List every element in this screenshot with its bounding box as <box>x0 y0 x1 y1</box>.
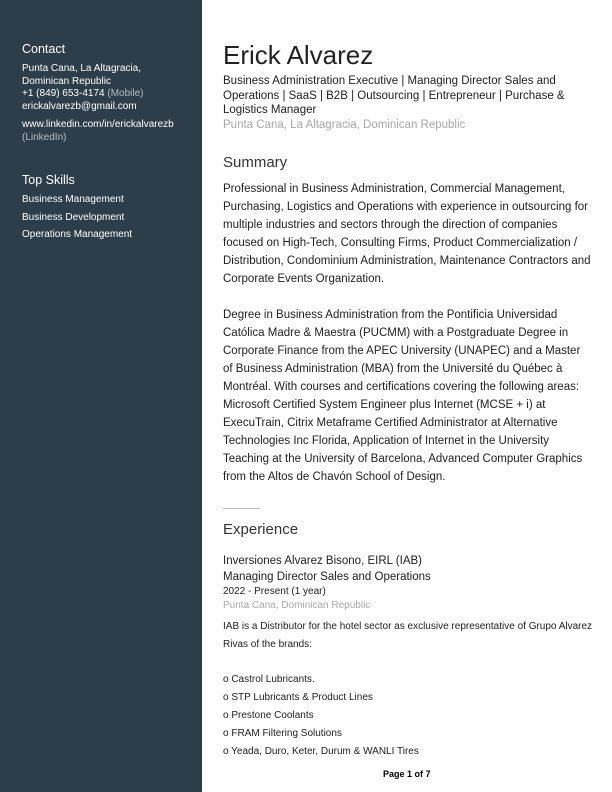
skill-item: Business Management <box>22 194 124 205</box>
contact-heading: Contact <box>22 42 66 56</box>
address-line-1: Punta Cana, La Altagracia, <box>22 63 141 74</box>
experience-description <box>223 618 593 761</box>
profile-headline: Business Administration Executive | Managing Director Sales and Operations | SaaS | B2B | Outsourcing | Entrepreneur | Purchase & Logistics Manager <box>223 75 565 116</box>
skill-item: Business Development <box>22 211 125 223</box>
spacer <box>223 654 593 671</box>
experience-location: Punta Cana, Dominican Republic <box>223 600 371 611</box>
profile-location: Punta Cana, La Altagracia, Dominican Republic <box>223 119 466 131</box>
brand-list-item: o Castrol Lubricants. <box>223 674 315 685</box>
profile-name: Erick Alvarez <box>223 40 374 70</box>
summary-paragraph: Professional in Business Administration, Commercial Management, Purchasing, Logistics and Operations with experience in outsourcing for multiple industries and sectors through the direction of companies focused on High-Tech, Consulting Firms, Product Commercialization / Distribution, Condominium Administration, Maintenance Contractors and Corporate Events Organization. <box>223 183 591 285</box>
phone-row <box>22 88 196 101</box>
address-line-2: Dominican Republic <box>22 75 111 87</box>
skill-item: Operations Management <box>22 229 133 240</box>
phone-label: (Mobile) <box>107 88 144 99</box>
email-link[interactable]: erickalvarezb@gmail.com <box>22 100 137 112</box>
summary-text <box>223 180 593 486</box>
skills-section <box>22 173 196 244</box>
brand-list-item: o Yeada, Duro, Keter, Durum & WANLI Tires <box>223 746 419 757</box>
summary-heading: Summary <box>223 154 288 171</box>
experience-heading: Experience <box>223 521 299 538</box>
skills-heading: Top Skills <box>22 173 75 187</box>
summary-paragraph: Degree in Business Administration from the Pontificia Universidad Católica Madre & Maestra (PUCMM) with a Postgraduate Degree in Corporate Finance from the APEC University (UNAPEC) and a Master of Business Administration (MBA) from the Université du Québec à Montréal. With courses and certifications covering the following areas: Microsoft Certified System Engineer plus Internet (MCSE + i) at ExecuTrain, Citrix Metaframe Certified Administrator at Alternative Technologies Inc Florida, Application of Internet in the University Teaching at the University of Barcelona, Advanced Computer Graphics from the Altos de Chavón School of Design. <box>223 309 583 483</box>
linkedin-label: (LinkedIn) <box>22 131 67 143</box>
experience-dates: 2022 - Present (1 year) <box>223 586 326 597</box>
experience-entry <box>223 553 593 761</box>
contact-section <box>22 42 196 144</box>
experience-description-text: IAB is a Distributor for the hotel sector as exclusive representative of Grupo Alvarez Rivas of the brands: <box>223 621 593 650</box>
page-number: Page 1 of 7 <box>383 769 431 779</box>
brand-list-item: o Prestone Coolants <box>223 710 314 721</box>
linkedin-link[interactable]: www.linkedin.com/in/erickalvarezb <box>22 119 174 130</box>
experience-company: Inversiones Alvarez Bisono, EIRL (IAB) <box>223 555 422 567</box>
section-divider <box>223 508 260 509</box>
phone-number: +1 (849) 653-4174 <box>22 88 105 99</box>
sidebar <box>0 0 202 792</box>
brand-list-item: o STP Lubricants & Product Lines <box>223 692 373 703</box>
experience-role: Managing Director Sales and Operations <box>223 571 431 583</box>
brand-list-item: o FRAM Filtering Solutions <box>223 728 342 739</box>
